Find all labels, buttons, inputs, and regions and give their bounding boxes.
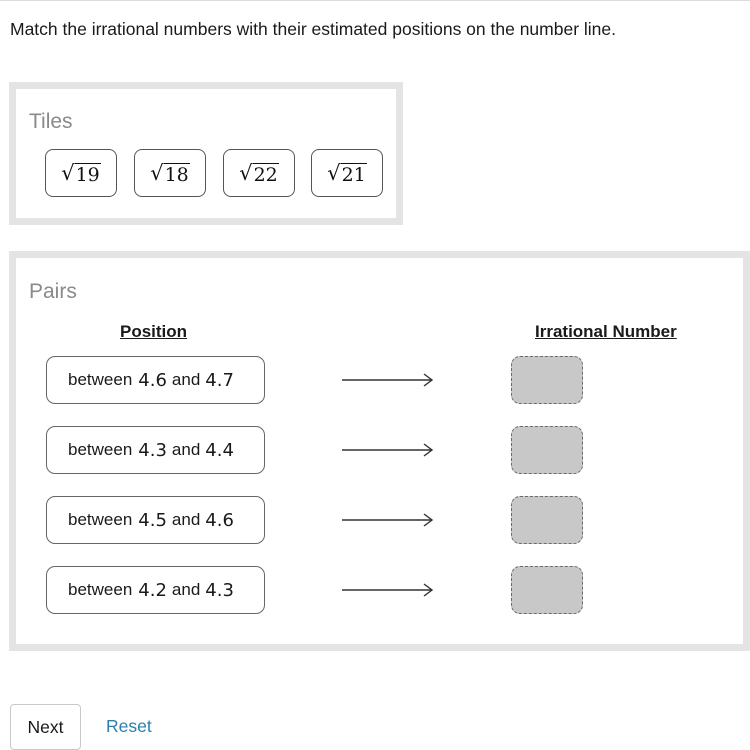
position-conjunction: and (171, 440, 201, 459)
tiles-panel-title: Tiles (29, 110, 73, 133)
position-box-3 (46, 496, 265, 544)
drop-slot-3[interactable] (511, 496, 583, 544)
radicand: 22 (253, 163, 278, 186)
position-prefix: between (68, 580, 133, 599)
position-high-value: 4.6 (205, 509, 234, 531)
drop-slot-1[interactable] (511, 356, 583, 404)
pairs-panel-title: Pairs (29, 280, 77, 303)
position-low-value: 4.2 (138, 579, 167, 601)
tile-sqrt-21[interactable] (311, 149, 383, 197)
tile-sqrt-22[interactable] (223, 149, 295, 197)
right-arrow-icon (340, 373, 436, 387)
square-root-expression (150, 161, 190, 186)
position-high-value: 4.7 (205, 369, 234, 391)
position-prefix: between (68, 510, 133, 529)
question-prompt: Match the irrational numbers with their estimated positions on the number line. (10, 19, 616, 39)
radical-sign-icon: √ (61, 160, 75, 185)
drop-slot-2[interactable] (511, 426, 583, 474)
right-arrow-icon (340, 443, 436, 457)
position-conjunction: and (171, 580, 201, 599)
square-root-expression (327, 161, 367, 186)
position-prefix: between (68, 370, 133, 389)
position-high-value: 4.4 (205, 439, 234, 461)
position-high-value: 4.3 (205, 579, 234, 601)
radical-sign-icon: √ (150, 160, 164, 185)
radical-sign-icon: √ (239, 160, 253, 185)
reset-link[interactable]: Reset (106, 716, 152, 736)
position-conjunction: and (171, 370, 201, 389)
right-arrow-icon (340, 583, 436, 597)
position-box-2 (46, 426, 265, 474)
tiles-panel (9, 82, 403, 225)
position-low-value: 4.5 (138, 509, 167, 531)
position-column-header: Position (120, 322, 188, 341)
radical-sign-icon: √ (327, 160, 341, 185)
pairs-panel (9, 251, 750, 651)
position-box-1 (46, 356, 265, 404)
radicand: 21 (341, 163, 366, 186)
radicand: 18 (164, 163, 189, 186)
tile-sqrt-18[interactable] (134, 149, 206, 197)
square-root-expression (61, 161, 101, 186)
position-low-value: 4.3 (138, 439, 167, 461)
irrational-number-column-header: Irrational Number (535, 322, 677, 341)
next-button[interactable]: Next (10, 704, 81, 750)
position-low-value: 4.6 (138, 369, 167, 391)
radicand: 19 (75, 163, 100, 186)
drop-slot-4[interactable] (511, 566, 583, 614)
top-divider (0, 0, 750, 1)
square-root-expression (239, 161, 279, 186)
position-prefix: between (68, 440, 133, 459)
position-box-4 (46, 566, 265, 614)
right-arrow-icon (340, 513, 436, 527)
tile-sqrt-19[interactable] (45, 149, 117, 197)
position-conjunction: and (171, 510, 201, 529)
